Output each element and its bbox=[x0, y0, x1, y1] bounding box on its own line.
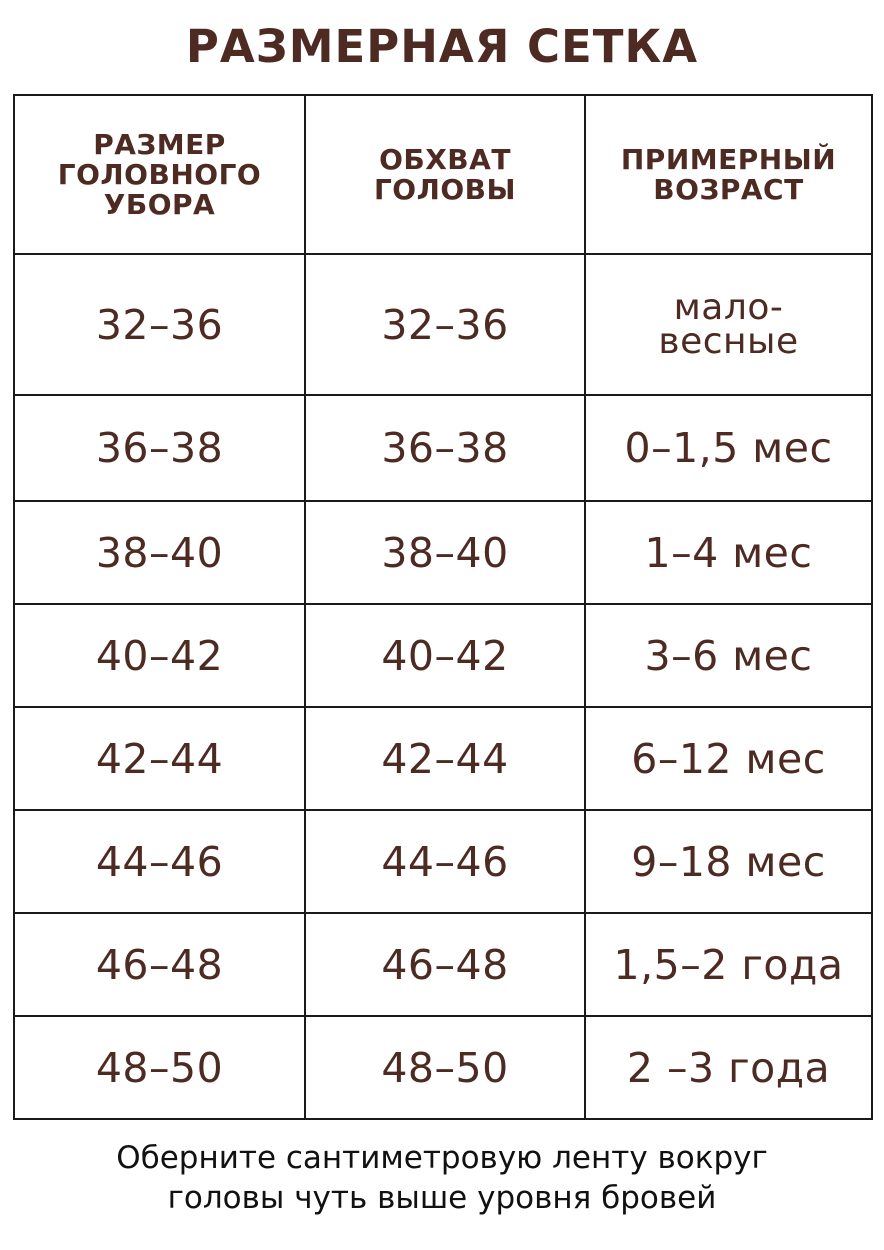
cell-head-circumference: 40–42 bbox=[305, 604, 585, 707]
cell-approx-age: 0–1,5 мес bbox=[585, 395, 872, 501]
header-approx-age-line: ПРИМЕРНЫЙ bbox=[620, 142, 837, 176]
cell-approx-age: 3–6 мес bbox=[585, 604, 872, 707]
size-chart-table bbox=[13, 94, 873, 1120]
cell-head-circumference: 42–44 bbox=[305, 707, 585, 810]
measuring-instructions bbox=[0, 1138, 884, 1218]
cell-approx-age-line: мало- bbox=[673, 286, 784, 328]
table-row bbox=[14, 707, 872, 810]
header-hat-size-line: ГОЛОВНОГО bbox=[57, 157, 262, 191]
table-row bbox=[14, 913, 872, 1016]
header-hat-size-line: РАЗМЕР bbox=[93, 127, 226, 161]
cell-hat-size: 46–48 bbox=[14, 913, 305, 1016]
header-hat-size-line: УБОРА bbox=[103, 187, 216, 221]
page-title: РАЗМЕРНАЯ СЕТКА bbox=[185, 20, 699, 73]
header-approx-age bbox=[585, 95, 872, 254]
header-head-circumference-line: ГОЛОВЫ bbox=[373, 172, 517, 206]
table-row bbox=[14, 501, 872, 604]
table-header-row bbox=[14, 95, 872, 254]
header-head-circumference bbox=[305, 95, 585, 254]
cell-hat-size: 38–40 bbox=[14, 501, 305, 604]
cell-approx-age bbox=[585, 254, 872, 395]
cell-head-circumference: 38–40 bbox=[305, 501, 585, 604]
cell-approx-age: 1–4 мес bbox=[585, 501, 872, 604]
cell-hat-size: 40–42 bbox=[14, 604, 305, 707]
cell-head-circumference: 36–38 bbox=[305, 395, 585, 501]
cell-approx-age: 9–18 мес bbox=[585, 810, 872, 913]
header-head-circumference-line: ОБХВАТ bbox=[379, 142, 511, 176]
header-approx-age-line: ВОЗРАСТ bbox=[653, 172, 804, 206]
cell-approx-age: 2 –3 года bbox=[585, 1016, 872, 1119]
cell-head-circumference: 44–46 bbox=[305, 810, 585, 913]
cell-hat-size: 42–44 bbox=[14, 707, 305, 810]
table-row bbox=[14, 254, 872, 395]
cell-approx-age: 1,5–2 года bbox=[585, 913, 872, 1016]
instructions-line: головы чуть выше уровня бровей bbox=[167, 1180, 717, 1216]
table-row bbox=[14, 810, 872, 913]
cell-hat-size: 32–36 bbox=[14, 254, 305, 395]
table-row bbox=[14, 1016, 872, 1119]
header-hat-size bbox=[14, 95, 305, 254]
instructions-line: Оберните сантиметровую ленту вокруг bbox=[116, 1140, 768, 1176]
table-row bbox=[14, 395, 872, 501]
cell-approx-age-line: весные bbox=[658, 320, 799, 362]
cell-hat-size: 44–46 bbox=[14, 810, 305, 913]
cell-head-circumference: 48–50 bbox=[305, 1016, 585, 1119]
cell-approx-age: 6–12 мес bbox=[585, 707, 872, 810]
table-row bbox=[14, 604, 872, 707]
cell-head-circumference: 32–36 bbox=[305, 254, 585, 395]
cell-hat-size: 36–38 bbox=[14, 395, 305, 501]
cell-head-circumference: 46–48 bbox=[305, 913, 585, 1016]
cell-hat-size: 48–50 bbox=[14, 1016, 305, 1119]
